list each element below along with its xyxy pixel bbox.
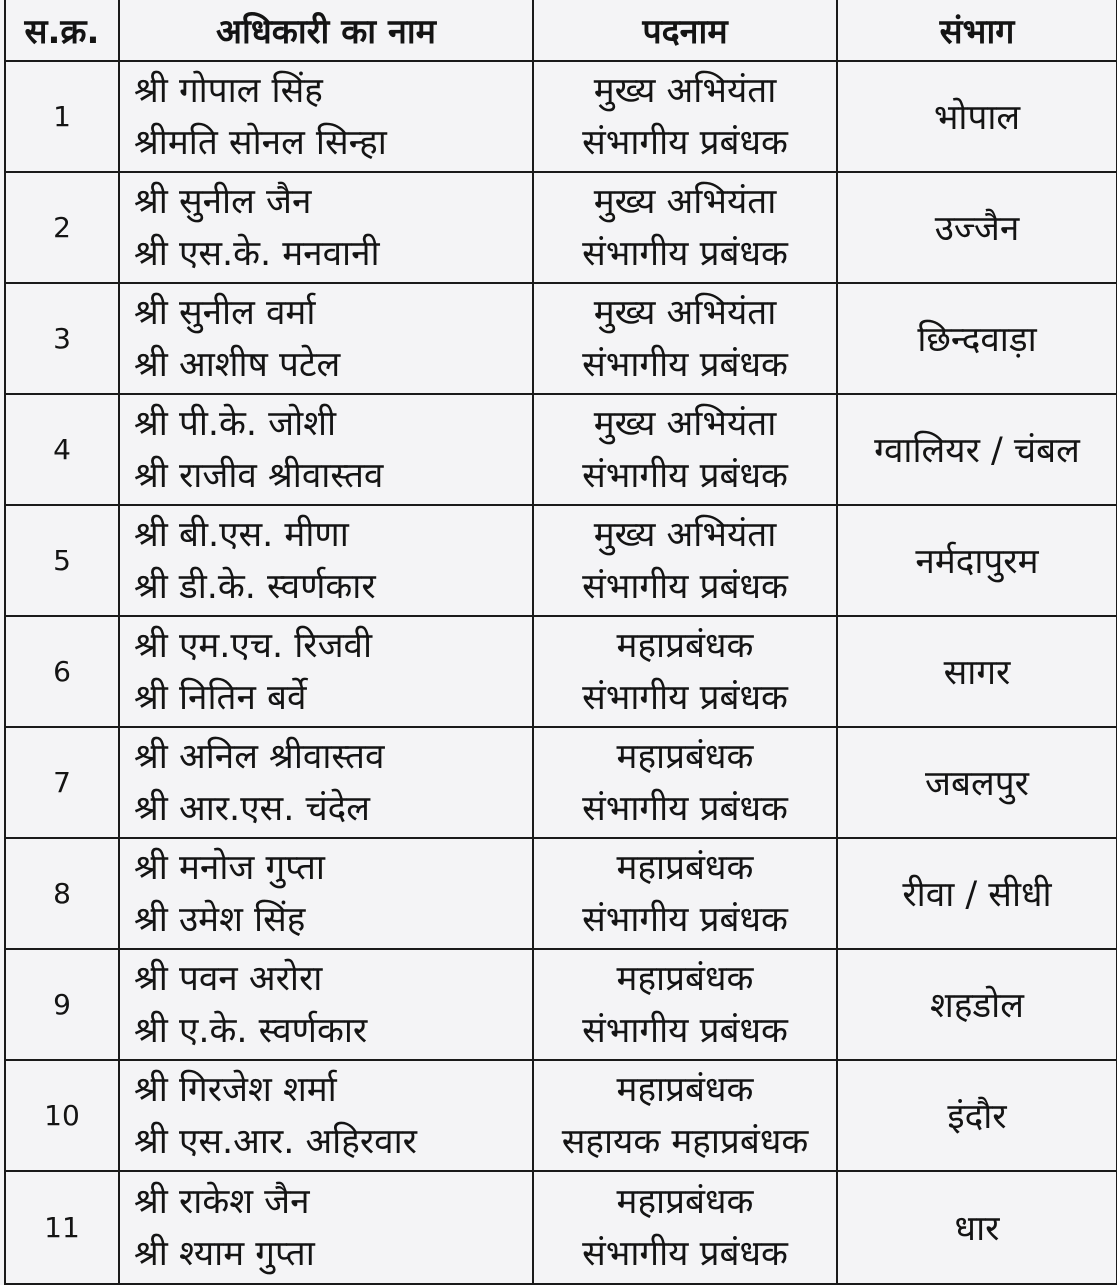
designation: संभागीय प्रबंधक [582,677,788,718]
header-row [5,0,1117,61]
officer-name: श्री एस.आर. अहिरवार [134,1121,417,1162]
designation: सहायक महाप्रबंधक [561,1121,809,1162]
officer-name: श्री पी.के. जोशी [134,403,337,444]
officer-names [119,283,533,394]
designation: संभागीय प्रबंधक [582,1010,788,1051]
designations [533,616,837,727]
officer-name: श्री राजीव श्रीवास्तव [134,455,384,496]
officer-name: श्री एम.एच. रिजवी [134,625,373,666]
officer-name: श्री गिरजेश शर्मा [134,1069,337,1110]
officer-name: श्री अनिल श्रीवास्तव [134,736,385,777]
designations [533,1060,837,1171]
officer-names [119,727,533,838]
designation: महाप्रबंधक [616,847,754,888]
designation: संभागीय प्रबंधक [582,788,788,829]
designations [533,283,837,394]
table-row [5,1171,1117,1284]
designation: मुख्य अभियंता [593,514,777,555]
division-name: शहडोल [837,949,1117,1060]
officer-names [119,838,533,949]
officer-name: श्री राकेश जैन [134,1181,310,1222]
officer-names [119,172,533,283]
designations [533,949,837,1060]
designation: महाप्रबंधक [616,1181,754,1222]
designation: मुख्य अभियंता [593,70,777,111]
division-name: छिन्दवाड़ा [837,283,1117,394]
table-row [5,949,1117,1060]
designations [533,838,837,949]
designations [533,505,837,616]
designations [533,61,837,172]
header-division: संभाग [837,0,1117,61]
table-row [5,394,1117,505]
officer-name: श्री उमेश सिंह [134,899,306,940]
serial-number: 5 [5,505,119,616]
serial-number: 8 [5,838,119,949]
officer-name: श्री पवन अरोरा [134,958,323,999]
table-row [5,1060,1117,1171]
officer-names [119,505,533,616]
serial-number: 7 [5,727,119,838]
table-row [5,838,1117,949]
officer-name: श्री बी.एस. मीणा [134,514,349,555]
designation: मुख्य अभियंता [593,181,777,222]
designation: संभागीय प्रबंधक [582,566,788,607]
division-name: धार [837,1171,1117,1284]
officer-names [119,616,533,727]
designations [533,394,837,505]
serial-number: 1 [5,61,119,172]
officer-name: श्री मनोज गुप्ता [134,847,325,888]
officer-name: श्री डी.के. स्वर्णकार [134,566,376,607]
designation: संभागीय प्रबंधक [582,122,788,163]
division-name: सागर [837,616,1117,727]
header-serial: स.क्र. [5,0,119,61]
serial-number: 6 [5,616,119,727]
officer-name: श्री श्याम गुप्ता [134,1233,315,1274]
officer-name: श्री सुनील वर्मा [134,292,316,333]
officer-names [119,949,533,1060]
designation: मुख्य अभियंता [593,403,777,444]
designation: महाप्रबंधक [616,736,754,777]
officer-name: श्री आशीष पटेल [134,344,341,385]
table-row [5,61,1117,172]
serial-number: 11 [5,1171,119,1284]
serial-number: 3 [5,283,119,394]
serial-number: 9 [5,949,119,1060]
division-name: ग्वालियर / चंबल [837,394,1117,505]
officer-name: श्री आर.एस. चंदेल [134,788,370,829]
designation: मुख्य अभियंता [593,292,777,333]
header-designation: पदनाम [533,0,837,61]
designation: संभागीय प्रबंधक [582,455,788,496]
officers-table [4,0,1117,1285]
designations [533,727,837,838]
officer-name: श्री सुनील जैन [134,181,312,222]
table-row [5,616,1117,727]
designation: महाप्रबंधक [616,625,754,666]
officer-names [119,1060,533,1171]
serial-number: 10 [5,1060,119,1171]
division-name: रीवा / सीधी [837,838,1117,949]
division-name: जबलपुर [837,727,1117,838]
designation: संभागीय प्रबंधक [582,1233,788,1274]
table-row [5,727,1117,838]
serial-number: 4 [5,394,119,505]
designation: महाप्रबंधक [616,958,754,999]
designation: संभागीय प्रबंधक [582,233,788,274]
designation: संभागीय प्रबंधक [582,899,788,940]
division-name: नर्मदापुरम [837,505,1117,616]
officer-name: श्री ए.के. स्वर्णकार [134,1010,368,1051]
division-name: इंदौर [837,1060,1117,1171]
division-name: उज्जैन [837,172,1117,283]
officer-name: श्री एस.के. मनवानी [134,233,380,274]
designations [533,172,837,283]
officer-name: श्री नितिन बर्वे [134,677,307,718]
serial-number: 2 [5,172,119,283]
officer-names [119,61,533,172]
officer-names [119,1171,533,1284]
officer-names [119,394,533,505]
officer-name: श्रीमति सोनल सिन्हा [134,122,387,163]
table-row [5,283,1117,394]
designation: संभागीय प्रबंधक [582,344,788,385]
header-officer-name: अधिकारी का नाम [119,0,533,61]
division-name: भोपाल [837,61,1117,172]
officer-name: श्री गोपाल सिंह [134,70,323,111]
table-row [5,172,1117,283]
table-row [5,505,1117,616]
designations [533,1171,837,1284]
designation: महाप्रबंधक [616,1069,754,1110]
